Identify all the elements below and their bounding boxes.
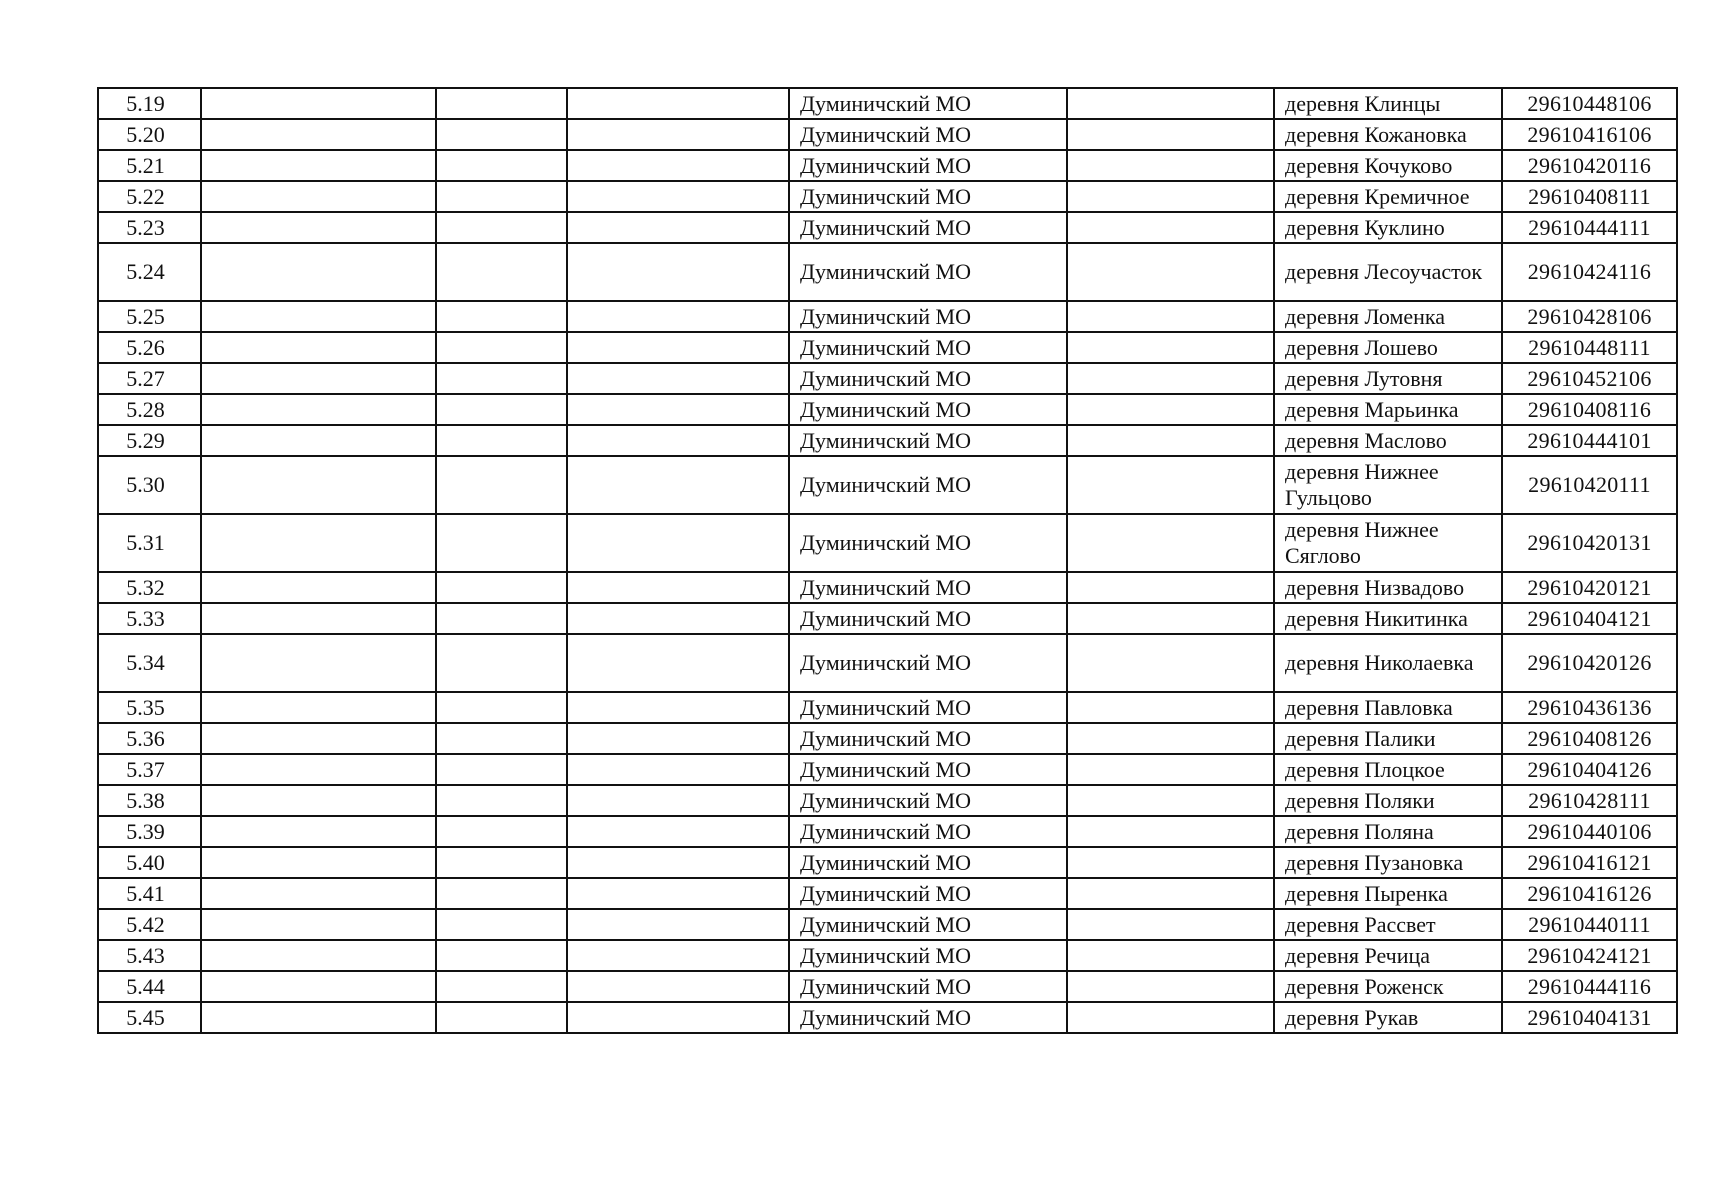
locality-cell: деревня Пузановка	[1274, 847, 1502, 878]
empty-cell	[201, 909, 436, 940]
empty-cell	[1067, 119, 1274, 150]
empty-cell	[201, 212, 436, 243]
locality-cell: деревня Низвадово	[1274, 572, 1502, 603]
empty-cell	[567, 363, 789, 394]
okato-code-cell: 29610428111	[1502, 785, 1677, 816]
empty-cell	[201, 363, 436, 394]
municipality-cell: Думиничский МО	[789, 816, 1067, 847]
empty-cell	[567, 692, 789, 723]
row-number-cell: 5.29	[98, 425, 201, 456]
okato-code-cell: 29610420116	[1502, 150, 1677, 181]
table-row	[98, 847, 1677, 878]
municipality-cell: Думиничский МО	[789, 940, 1067, 971]
municipality-cell: Думиничский МО	[789, 181, 1067, 212]
empty-cell	[201, 878, 436, 909]
row-number-cell: 5.26	[98, 332, 201, 363]
empty-cell	[567, 88, 789, 119]
table-row	[98, 878, 1677, 909]
table-row	[98, 816, 1677, 847]
municipality-cell: Думиничский МО	[789, 847, 1067, 878]
empty-cell	[436, 243, 567, 301]
empty-cell	[1067, 363, 1274, 394]
okato-code-cell: 29610428106	[1502, 301, 1677, 332]
table-row	[98, 301, 1677, 332]
locality-cell: деревня Нижнее Гульцово	[1274, 456, 1502, 514]
empty-cell	[201, 425, 436, 456]
empty-cell	[436, 150, 567, 181]
empty-cell	[201, 88, 436, 119]
empty-cell	[201, 572, 436, 603]
municipality-cell: Думиничский МО	[789, 878, 1067, 909]
empty-cell	[1067, 1002, 1274, 1033]
municipality-cell: Думиничский МО	[789, 603, 1067, 634]
row-number-cell: 5.37	[98, 754, 201, 785]
okato-code-cell: 29610416106	[1502, 119, 1677, 150]
municipality-cell: Думиничский МО	[789, 212, 1067, 243]
empty-cell	[436, 394, 567, 425]
locality-cell: деревня Поляки	[1274, 785, 1502, 816]
table-row	[98, 394, 1677, 425]
empty-cell	[567, 150, 789, 181]
empty-cell	[436, 88, 567, 119]
empty-cell	[201, 940, 436, 971]
table-row	[98, 1002, 1677, 1033]
okato-code-cell: 29610424121	[1502, 940, 1677, 971]
locality-cell: деревня Клинцы	[1274, 88, 1502, 119]
empty-cell	[201, 394, 436, 425]
municipality-cell: Думиничский МО	[789, 572, 1067, 603]
empty-cell	[567, 723, 789, 754]
table-row	[98, 514, 1677, 572]
okato-code-cell: 29610404126	[1502, 754, 1677, 785]
empty-cell	[201, 634, 436, 692]
okato-code-cell: 29610420111	[1502, 456, 1677, 514]
empty-cell	[201, 181, 436, 212]
table-row	[98, 243, 1677, 301]
table-row	[98, 785, 1677, 816]
row-number-cell: 5.23	[98, 212, 201, 243]
empty-cell	[1067, 394, 1274, 425]
empty-cell	[567, 212, 789, 243]
municipality-cell: Думиничский МО	[789, 785, 1067, 816]
empty-cell	[201, 456, 436, 514]
locality-cell: деревня Плоцкое	[1274, 754, 1502, 785]
locality-cell: деревня Рассвет	[1274, 909, 1502, 940]
empty-cell	[567, 394, 789, 425]
municipality-cell: Думиничский МО	[789, 88, 1067, 119]
row-number-cell: 5.39	[98, 816, 201, 847]
empty-cell	[436, 572, 567, 603]
empty-cell	[201, 723, 436, 754]
locality-cell: деревня Нижнее Сяглово	[1274, 514, 1502, 572]
empty-cell	[201, 754, 436, 785]
empty-cell	[567, 243, 789, 301]
empty-cell	[436, 332, 567, 363]
okato-code-cell: 29610408126	[1502, 723, 1677, 754]
empty-cell	[567, 878, 789, 909]
empty-cell	[567, 785, 789, 816]
empty-cell	[436, 909, 567, 940]
empty-cell	[436, 212, 567, 243]
empty-cell	[1067, 88, 1274, 119]
empty-cell	[1067, 692, 1274, 723]
empty-cell	[436, 514, 567, 572]
empty-cell	[201, 1002, 436, 1033]
row-number-cell: 5.34	[98, 634, 201, 692]
empty-cell	[436, 425, 567, 456]
table-row	[98, 88, 1677, 119]
row-number-cell: 5.44	[98, 971, 201, 1002]
empty-cell	[567, 572, 789, 603]
empty-cell	[1067, 723, 1274, 754]
municipality-cell: Думиничский МО	[789, 363, 1067, 394]
empty-cell	[567, 456, 789, 514]
empty-cell	[1067, 754, 1274, 785]
empty-cell	[436, 181, 567, 212]
empty-cell	[567, 332, 789, 363]
row-number-cell: 5.41	[98, 878, 201, 909]
municipality-cell: Думиничский МО	[789, 723, 1067, 754]
empty-cell	[1067, 971, 1274, 1002]
empty-cell	[436, 456, 567, 514]
locality-cell: деревня Рукав	[1274, 1002, 1502, 1033]
okato-code-cell: 29610408111	[1502, 181, 1677, 212]
table-row	[98, 181, 1677, 212]
locality-cell: деревня Пыренка	[1274, 878, 1502, 909]
empty-cell	[436, 971, 567, 1002]
table-row	[98, 634, 1677, 692]
table-row	[98, 971, 1677, 1002]
municipality-cell: Думиничский МО	[789, 1002, 1067, 1033]
table-row	[98, 150, 1677, 181]
okato-code-cell: 29610420131	[1502, 514, 1677, 572]
row-number-cell: 5.42	[98, 909, 201, 940]
table-row	[98, 940, 1677, 971]
okato-code-cell: 29610416121	[1502, 847, 1677, 878]
okato-code-cell: 29610420126	[1502, 634, 1677, 692]
empty-cell	[567, 119, 789, 150]
okato-code-cell: 29610404131	[1502, 1002, 1677, 1033]
empty-cell	[436, 723, 567, 754]
empty-cell	[1067, 212, 1274, 243]
okato-code-cell: 29610420121	[1502, 572, 1677, 603]
row-number-cell: 5.32	[98, 572, 201, 603]
empty-cell	[201, 603, 436, 634]
municipality-cell: Думиничский МО	[789, 514, 1067, 572]
locality-cell: деревня Кочуково	[1274, 150, 1502, 181]
empty-cell	[436, 816, 567, 847]
locality-cell: деревня Поляна	[1274, 816, 1502, 847]
empty-cell	[567, 940, 789, 971]
empty-cell	[201, 150, 436, 181]
municipality-cell: Думиничский МО	[789, 150, 1067, 181]
table-row	[98, 692, 1677, 723]
empty-cell	[436, 785, 567, 816]
empty-cell	[567, 909, 789, 940]
municipality-cell: Думиничский МО	[789, 425, 1067, 456]
empty-cell	[436, 1002, 567, 1033]
empty-cell	[567, 1002, 789, 1033]
empty-cell	[201, 816, 436, 847]
empty-cell	[436, 692, 567, 723]
locality-cell: деревня Кремичное	[1274, 181, 1502, 212]
empty-cell	[567, 971, 789, 1002]
row-number-cell: 5.22	[98, 181, 201, 212]
table-row	[98, 603, 1677, 634]
okato-code-cell: 29610416126	[1502, 878, 1677, 909]
empty-cell	[1067, 909, 1274, 940]
table-row	[98, 572, 1677, 603]
locality-cell: деревня Куклино	[1274, 212, 1502, 243]
locality-cell: деревня Роженск	[1274, 971, 1502, 1002]
empty-cell	[436, 878, 567, 909]
locality-cell: деревня Марьинка	[1274, 394, 1502, 425]
row-number-cell: 5.28	[98, 394, 201, 425]
table-row	[98, 212, 1677, 243]
table-row	[98, 723, 1677, 754]
empty-cell	[1067, 150, 1274, 181]
locality-cell: деревня Павловка	[1274, 692, 1502, 723]
table-row	[98, 754, 1677, 785]
okato-code-cell: 29610440106	[1502, 816, 1677, 847]
locality-cell: деревня Речица	[1274, 940, 1502, 971]
row-number-cell: 5.21	[98, 150, 201, 181]
empty-cell	[567, 181, 789, 212]
empty-cell	[201, 692, 436, 723]
empty-cell	[1067, 634, 1274, 692]
empty-cell	[567, 301, 789, 332]
table-row	[98, 909, 1677, 940]
row-number-cell: 5.40	[98, 847, 201, 878]
municipality-cell: Думиничский МО	[789, 456, 1067, 514]
municipality-cell: Думиничский МО	[789, 301, 1067, 332]
empty-cell	[1067, 332, 1274, 363]
empty-cell	[1067, 572, 1274, 603]
table-row	[98, 425, 1677, 456]
row-number-cell: 5.19	[98, 88, 201, 119]
municipality-cell: Думиничский МО	[789, 243, 1067, 301]
locality-cell: деревня Лутовня	[1274, 363, 1502, 394]
municipality-cell: Думиничский МО	[789, 332, 1067, 363]
empty-cell	[1067, 243, 1274, 301]
locality-cell: деревня Кожановка	[1274, 119, 1502, 150]
empty-cell	[567, 514, 789, 572]
okato-code-cell: 29610408116	[1502, 394, 1677, 425]
row-number-cell: 5.33	[98, 603, 201, 634]
empty-cell	[1067, 940, 1274, 971]
okato-code-cell: 29610452106	[1502, 363, 1677, 394]
municipality-cell: Думиничский МО	[789, 909, 1067, 940]
okato-code-cell: 29610404121	[1502, 603, 1677, 634]
empty-cell	[1067, 514, 1274, 572]
table-row	[98, 363, 1677, 394]
empty-cell	[436, 847, 567, 878]
row-number-cell: 5.25	[98, 301, 201, 332]
row-number-cell: 5.38	[98, 785, 201, 816]
empty-cell	[1067, 603, 1274, 634]
row-number-cell: 5.27	[98, 363, 201, 394]
empty-cell	[567, 816, 789, 847]
okato-code-cell: 29610436136	[1502, 692, 1677, 723]
empty-cell	[201, 332, 436, 363]
empty-cell	[201, 514, 436, 572]
okato-code-cell: 29610448111	[1502, 332, 1677, 363]
table-row	[98, 119, 1677, 150]
empty-cell	[567, 754, 789, 785]
empty-cell	[567, 634, 789, 692]
locality-cell: деревня Никитинка	[1274, 603, 1502, 634]
empty-cell	[1067, 816, 1274, 847]
row-number-cell: 5.20	[98, 119, 201, 150]
empty-cell	[436, 940, 567, 971]
locality-cell: деревня Палики	[1274, 723, 1502, 754]
empty-cell	[436, 301, 567, 332]
empty-cell	[201, 301, 436, 332]
row-number-cell: 5.30	[98, 456, 201, 514]
table-row	[98, 456, 1677, 514]
empty-cell	[567, 425, 789, 456]
okato-code-cell: 29610444111	[1502, 212, 1677, 243]
table-row	[98, 332, 1677, 363]
locality-cell: деревня Николаевка	[1274, 634, 1502, 692]
locality-cell: деревня Ломенка	[1274, 301, 1502, 332]
empty-cell	[436, 119, 567, 150]
row-number-cell: 5.24	[98, 243, 201, 301]
empty-cell	[1067, 456, 1274, 514]
row-number-cell: 5.45	[98, 1002, 201, 1033]
municipality-cell: Думиничский МО	[789, 634, 1067, 692]
empty-cell	[1067, 785, 1274, 816]
row-number-cell: 5.43	[98, 940, 201, 971]
empty-cell	[436, 754, 567, 785]
okato-code-cell: 29610444116	[1502, 971, 1677, 1002]
empty-cell	[436, 363, 567, 394]
empty-cell	[201, 243, 436, 301]
locality-table	[97, 87, 1678, 1034]
locality-cell: деревня Лесоучасток	[1274, 243, 1502, 301]
municipality-cell: Думиничский МО	[789, 692, 1067, 723]
okato-code-cell: 29610448106	[1502, 88, 1677, 119]
okato-code-cell: 29610424116	[1502, 243, 1677, 301]
empty-cell	[1067, 425, 1274, 456]
municipality-cell: Думиничский МО	[789, 394, 1067, 425]
empty-cell	[436, 634, 567, 692]
row-number-cell: 5.31	[98, 514, 201, 572]
empty-cell	[567, 847, 789, 878]
municipality-cell: Думиничский МО	[789, 119, 1067, 150]
locality-cell: деревня Лошево	[1274, 332, 1502, 363]
locality-cell: деревня Маслово	[1274, 425, 1502, 456]
table-body	[98, 88, 1677, 1033]
empty-cell	[1067, 181, 1274, 212]
okato-code-cell: 29610444101	[1502, 425, 1677, 456]
row-number-cell: 5.35	[98, 692, 201, 723]
empty-cell	[567, 603, 789, 634]
municipality-cell: Думиничский МО	[789, 754, 1067, 785]
row-number-cell: 5.36	[98, 723, 201, 754]
okato-code-cell: 29610440111	[1502, 909, 1677, 940]
empty-cell	[436, 603, 567, 634]
municipality-cell: Думиничский МО	[789, 971, 1067, 1002]
empty-cell	[201, 971, 436, 1002]
empty-cell	[201, 119, 436, 150]
empty-cell	[1067, 847, 1274, 878]
empty-cell	[1067, 301, 1274, 332]
empty-cell	[201, 785, 436, 816]
empty-cell	[201, 847, 436, 878]
empty-cell	[1067, 878, 1274, 909]
